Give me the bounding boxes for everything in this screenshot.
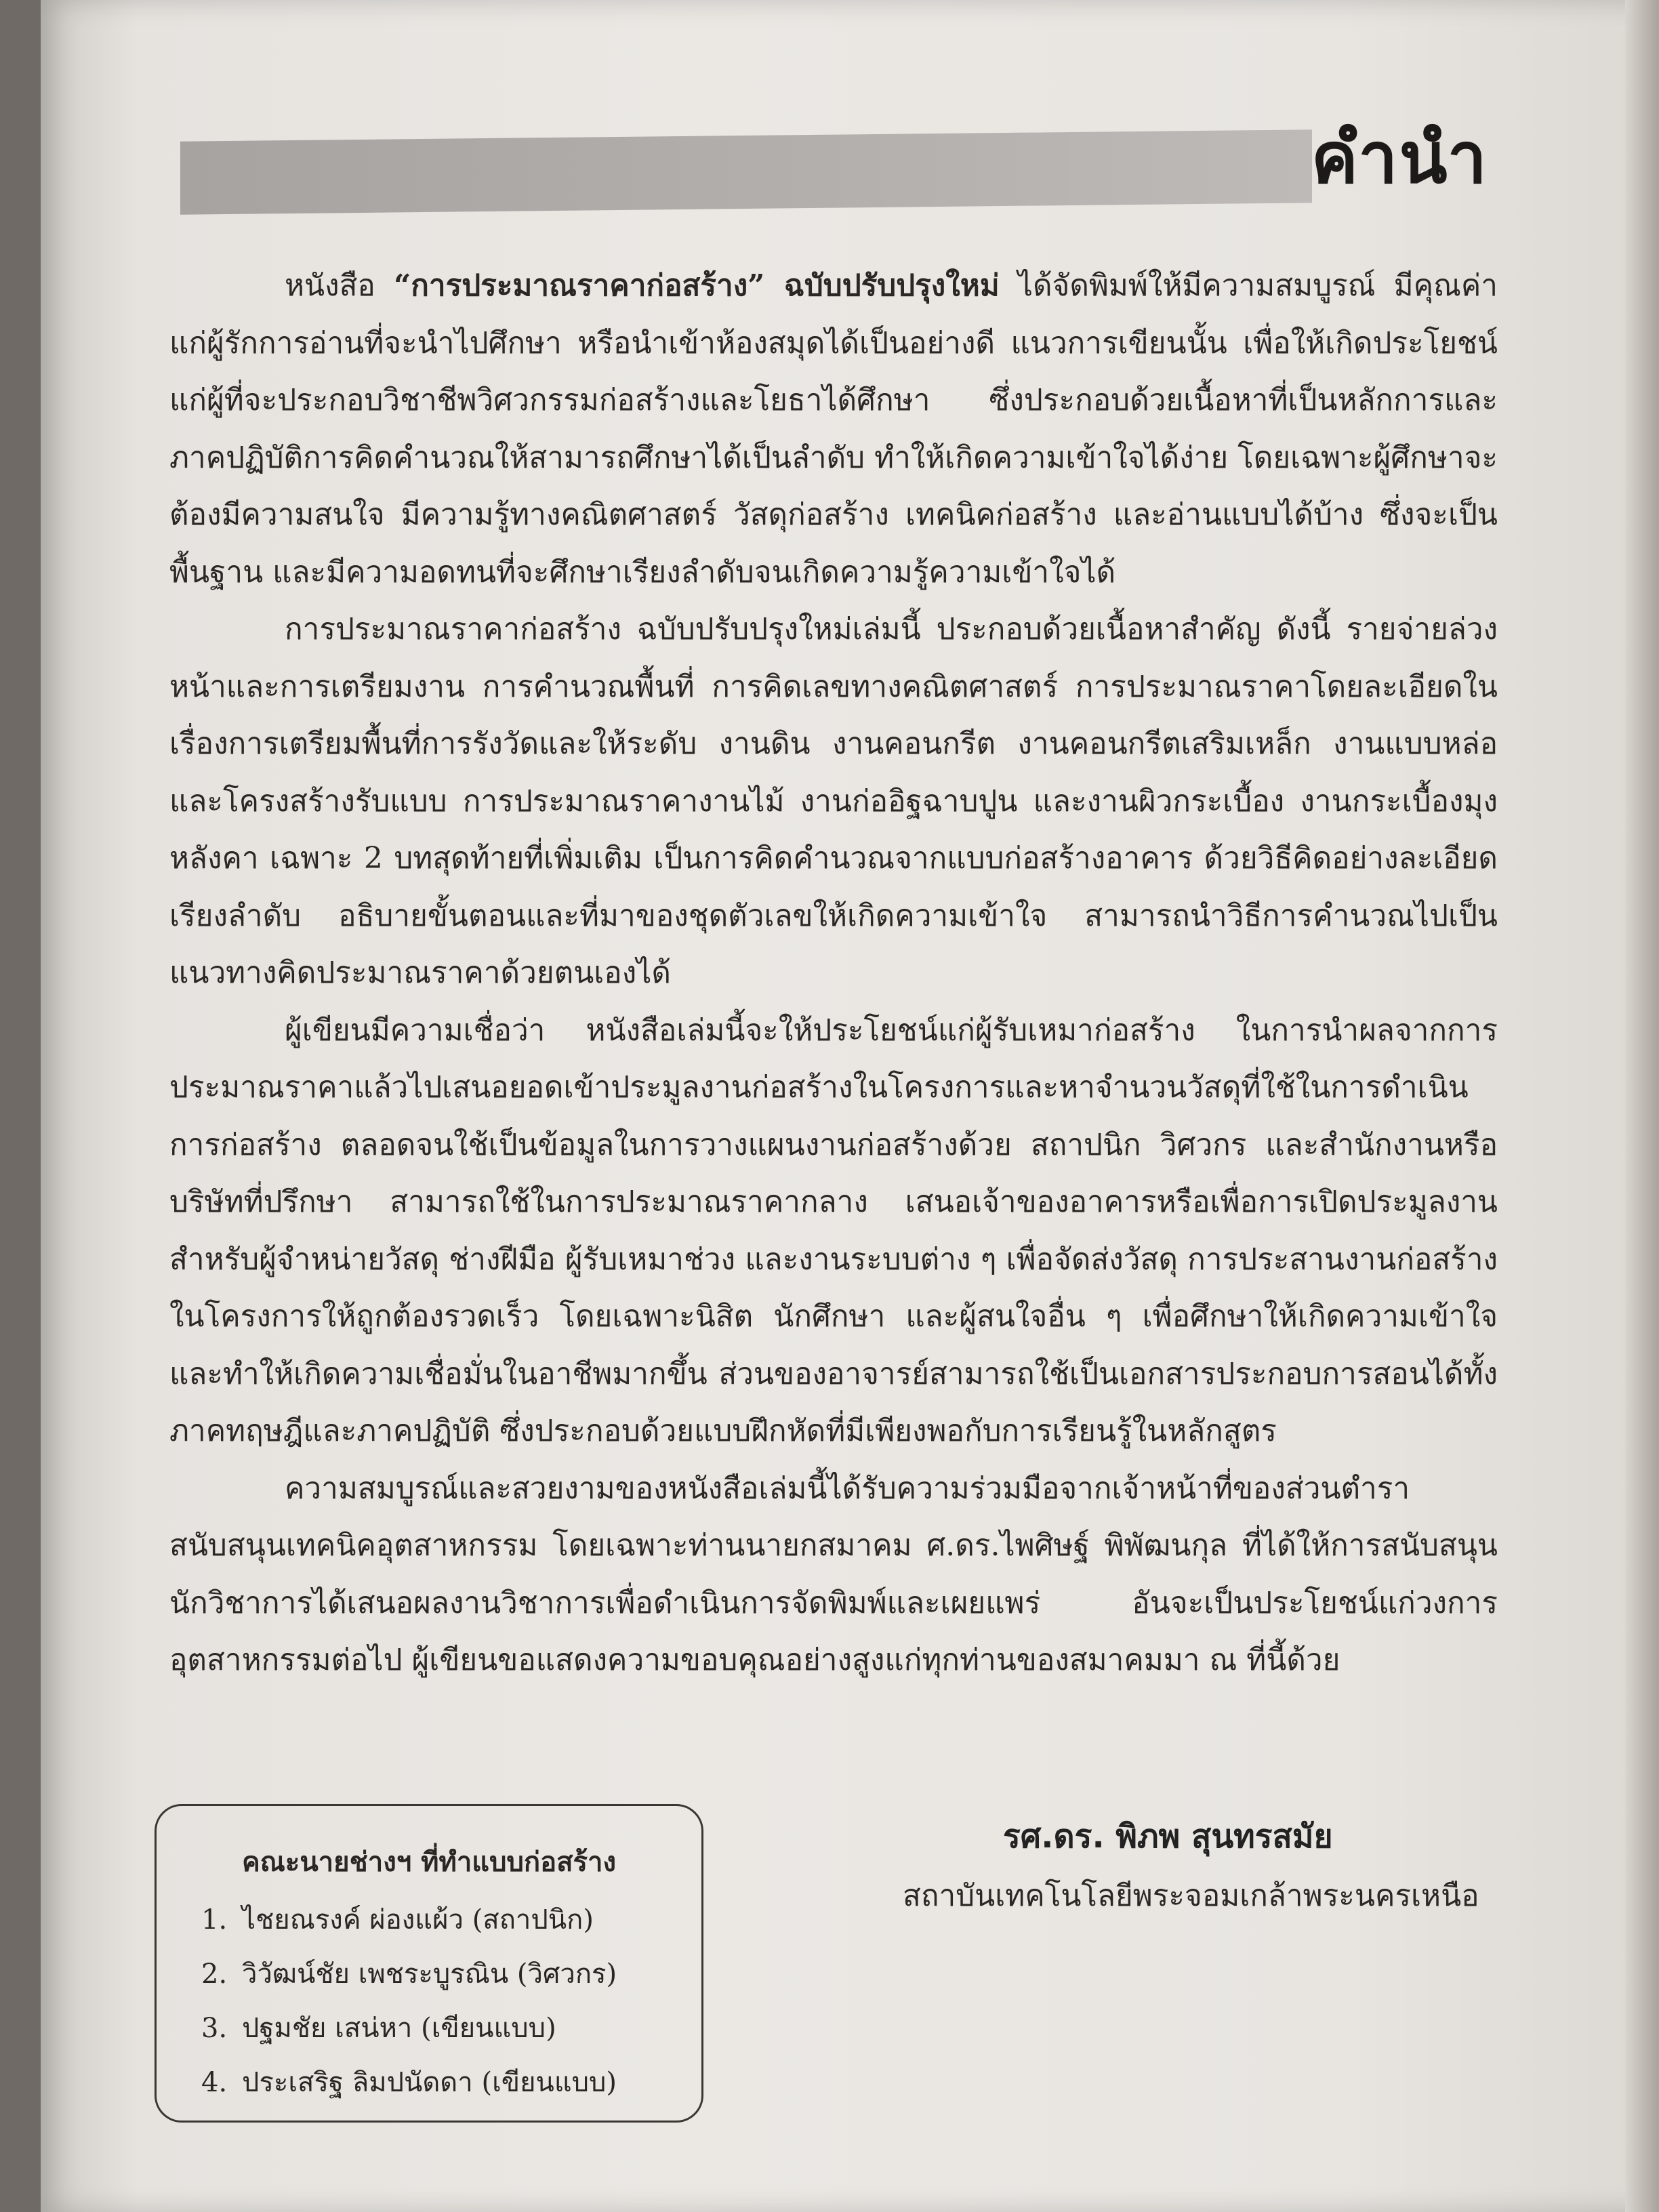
book-title-emphasis: “การประมาณราคาก่อสร้าง” ฉบับปรับปรุงใหม่ [393, 268, 1000, 303]
list-item [201, 2055, 617, 2110]
list-number: 2. [201, 1959, 228, 1990]
page-title: คำนำ [1311, 117, 1488, 199]
list-item [201, 2001, 617, 2055]
paragraph-4: ความสมบูรณ์และสวยงามของหนังสือเล่มนี้ได้รับความร่วมมือจากเจ้าหน้าที่ของส่วนตำราสนับสนุนเทคนิคอุตสาหกรรม โดยเฉพาะท่านนายกสมาคม ศ.ดร.ไพศิษฐ์ พิพัฒนกุล ที่ได้ให้การสนับสนุนนักวิชาการได้เสนอผลงานวิชาการเพื่อดำเนินการจัดพิมพ์และเผยแพร่ อันจะเป็นประโยชน์แก่วงการอุตสาหกรรมต่อไป ผู้เขียนขอแสดงความขอบคุณอย่างสูงแก่ทุกท่านของสมาคมมา ณ ที่นี้ด้วย [169, 1471, 1498, 1677]
page-edge [1625, 0, 1659, 2212]
paragraph-1-lead: หนังสือ [285, 268, 394, 303]
list-number: 1. [201, 1904, 228, 1936]
paragraph-1 [169, 258, 1498, 601]
member-name: ประเสริฐ ลิมปนัดดา (เขียนแบบ) [242, 2067, 617, 2098]
design-team-list [201, 1893, 617, 2110]
member-name: ปฐมชัย เสน่หา (เขียนแบบ) [242, 2013, 556, 2044]
list-number: 3. [201, 2013, 228, 2044]
paragraph-1-rest: ได้จัดพิมพ์ให้มีความสมบูรณ์ มีคุณค่าแก่ผู้รักการอ่านที่จะนำไปศึกษา หรือนำเข้าห้องสมุดได้เป็นอย่างดี แนวการเขียนนั้น เพื่อให้เกิดประโยชน์แก่ผู้ที่จะประกอบวิชาชีพวิศวกรรมก่อสร้างและโยธาได้ศึกษา ซึ่งประกอบด้วยเนื้อหาที่เป็นหลักการและภาคปฏิบัติการคิดคำนวณให้สามารถศึกษาได้เป็นลำดับ ทำให้เกิดความเข้าใจได้ง่าย โดยเฉพาะผู้ศึกษาจะต้องมีความสนใจ มีความรู้ทางคณิตศาสตร์ วัสดุก่อสร้าง เทคนิคก่อสร้าง และอ่านแบบได้บ้าง ซึ่งจะเป็นพื้นฐาน และมีความอดทนที่จะศึกษาเรียงลำดับจนเกิดความรู้ความเข้าใจได้ [169, 268, 1498, 590]
member-name: ไชยณรงค์ ผ่องแผ้ว (สถาปนิก) [242, 1904, 594, 1936]
header-bar [180, 129, 1312, 214]
list-number: 4. [201, 2067, 228, 2098]
paragraph-2: การประมาณราคาก่อสร้าง ฉบับปรับปรุงใหม่เล่มนี้ ประกอบด้วยเนื้อหาสำคัญ ดังนี้ รายจ่ายล่วงหน้าและการเตรียมงาน การคำนวณพื้นที่ การคิดเลขทางคณิตศาสตร์ การประมาณราคาโดยละเอียดในเรื่องการเตรียมพื้นที่การรังวัดและให้ระดับ งานดิน งานคอนกรีต งานคอนกรีตเสริมเหล็ก งานแบบหล่อและโครงสร้างรับแบบ การประมาณราคางานไม้ งานก่ออิฐฉาบปูน และงานผิวกระเบื้อง งานกระเบื้องมุงหลังคา เฉพาะ 2 บทสุดท้ายที่เพิ่มเติม เป็นการคิดคำนวณจากแบบก่อสร้างอาคาร ด้วยวิธีคิดอย่างละเอียดเรียงลำดับ อธิบายขั้นตอนและที่มาของชุดตัวเลขให้เกิดความเข้าใจ สามารถนำวิธีการคำนวณไปเป็นแนวทางคิดประมาณราคาด้วยตนเองได้ [169, 612, 1498, 990]
paragraph-3: ผู้เขียนมีความเชื่อว่า หนังสือเล่มนี้จะให้ประโยชน์แก่ผู้รับเหมาก่อสร้าง ในการนำผลจากการประมาณราคาแล้วไปเสนอยอดเข้าประมูลงานก่อสร้างในโครงการและหาจำนวนวัสดุที่ใช้ในการดำเนินการก่อสร้าง ตลอดจนใช้เป็นข้อมูลในการวางแผนงานก่อสร้างด้วย สถาปนิก วิศวกร และสำนักงานหรือบริษัทที่ปรึกษา สามารถใช้ในการประมาณราคากลาง เสนอเจ้าของอาคารหรือเพื่อการเปิดประมูลงาน สำหรับผู้จำหน่ายวัสดุ ช่างฝีมือ ผู้รับเหมาช่วง และงานระบบต่าง ๆ เพื่อจัดส่งวัสดุ การประสานงานก่อสร้างในโครงการให้ถูกต้องรวดเร็ว โดยเฉพาะนิสิต นักศึกษา และผู้สนใจอื่น ๆ เพื่อศึกษาให้เกิดความเข้าใจ และทำให้เกิดความเชื่อมั่นในอาชีพมากขึ้น ส่วนของอาจารย์สามารถใช้เป็นเอกสารประกอบการสอนได้ทั้งภาคทฤษฎีและภาคปฏิบัติ ซึ่งประกอบด้วยแบบฝึกหัดที่มีเพียงพอกับการเรียนรู้ในหลักสูตร [169, 1012, 1498, 1448]
member-name: วิวัฒน์ชัย เพชระบูรณิน (วิศวกร) [242, 1959, 617, 1990]
foreword-body [169, 258, 1498, 1689]
list-item [201, 1893, 617, 1947]
list-item [201, 1947, 617, 2001]
author-name: รศ.ดร. พิภพ สุนทรสมัย [1003, 1818, 1333, 1856]
design-team-title: คณะนายช่างฯ ที่ทำแบบก่อสร้าง [241, 1847, 616, 1878]
author-organization: สถาบันเทคโนโลยีพระจอมเกล้าพระนครเหนือ [903, 1879, 1479, 1913]
design-team-box [155, 1804, 703, 2123]
